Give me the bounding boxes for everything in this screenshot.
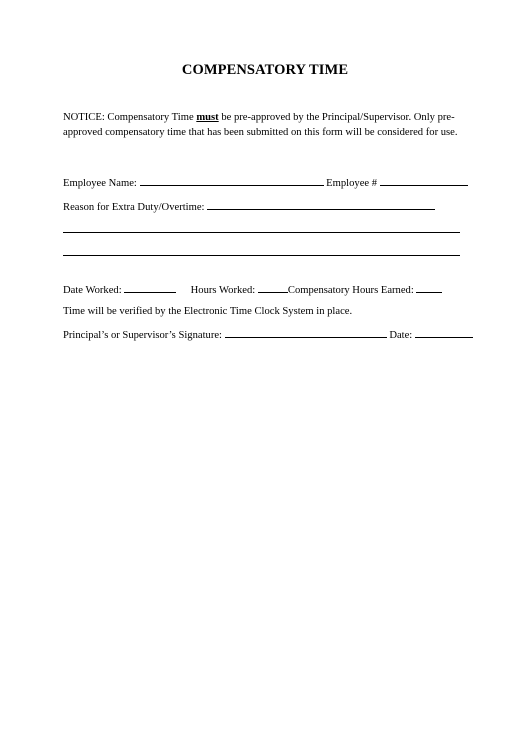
- hours-worked-field[interactable]: [258, 282, 288, 293]
- employee-name-field[interactable]: [140, 175, 324, 186]
- hours-worked-label: Hours Worked:: [190, 285, 256, 296]
- form-title: COMPENSATORY TIME: [181, 62, 349, 78]
- reason-line-3[interactable]: [63, 255, 460, 256]
- notice-text: [63, 110, 473, 140]
- reason-line-2[interactable]: [63, 232, 460, 233]
- date-worked-field[interactable]: [124, 282, 176, 293]
- reason-field[interactable]: [207, 199, 435, 210]
- verification-text: Time will be verified by the Electronic Time Clock System in place.: [63, 306, 353, 317]
- notice-emphasis: must: [196, 112, 219, 123]
- reason-label: Reason for Extra Duty/Overtime:: [63, 202, 205, 213]
- signature-field[interactable]: [225, 327, 387, 338]
- employee-row: [63, 175, 468, 190]
- signature-date-label: Date:: [389, 330, 413, 341]
- signature-date-field[interactable]: [415, 327, 473, 338]
- notice-prefix: NOTICE: Compensatory Time: [63, 112, 197, 123]
- signature-row: [63, 327, 473, 342]
- comp-hours-field[interactable]: [416, 282, 442, 293]
- date-worked-label: Date Worked:: [63, 285, 122, 296]
- employee-number-label: Employee #: [326, 178, 378, 189]
- reason-row: [63, 199, 435, 214]
- hours-row: [63, 282, 442, 297]
- comp-hours-label: Compensatory Hours Earned:: [287, 285, 414, 296]
- employee-name-label: Employee Name:: [63, 178, 137, 189]
- signature-label: Principal’s or Supervisor’s Signature:: [63, 330, 222, 341]
- employee-number-field[interactable]: [380, 175, 468, 186]
- notice-suffix: be pre-approved by the Principal/Supervisor. Only pre-approved compensatory time that has been submitted on this form will be considered for use.: [63, 112, 458, 138]
